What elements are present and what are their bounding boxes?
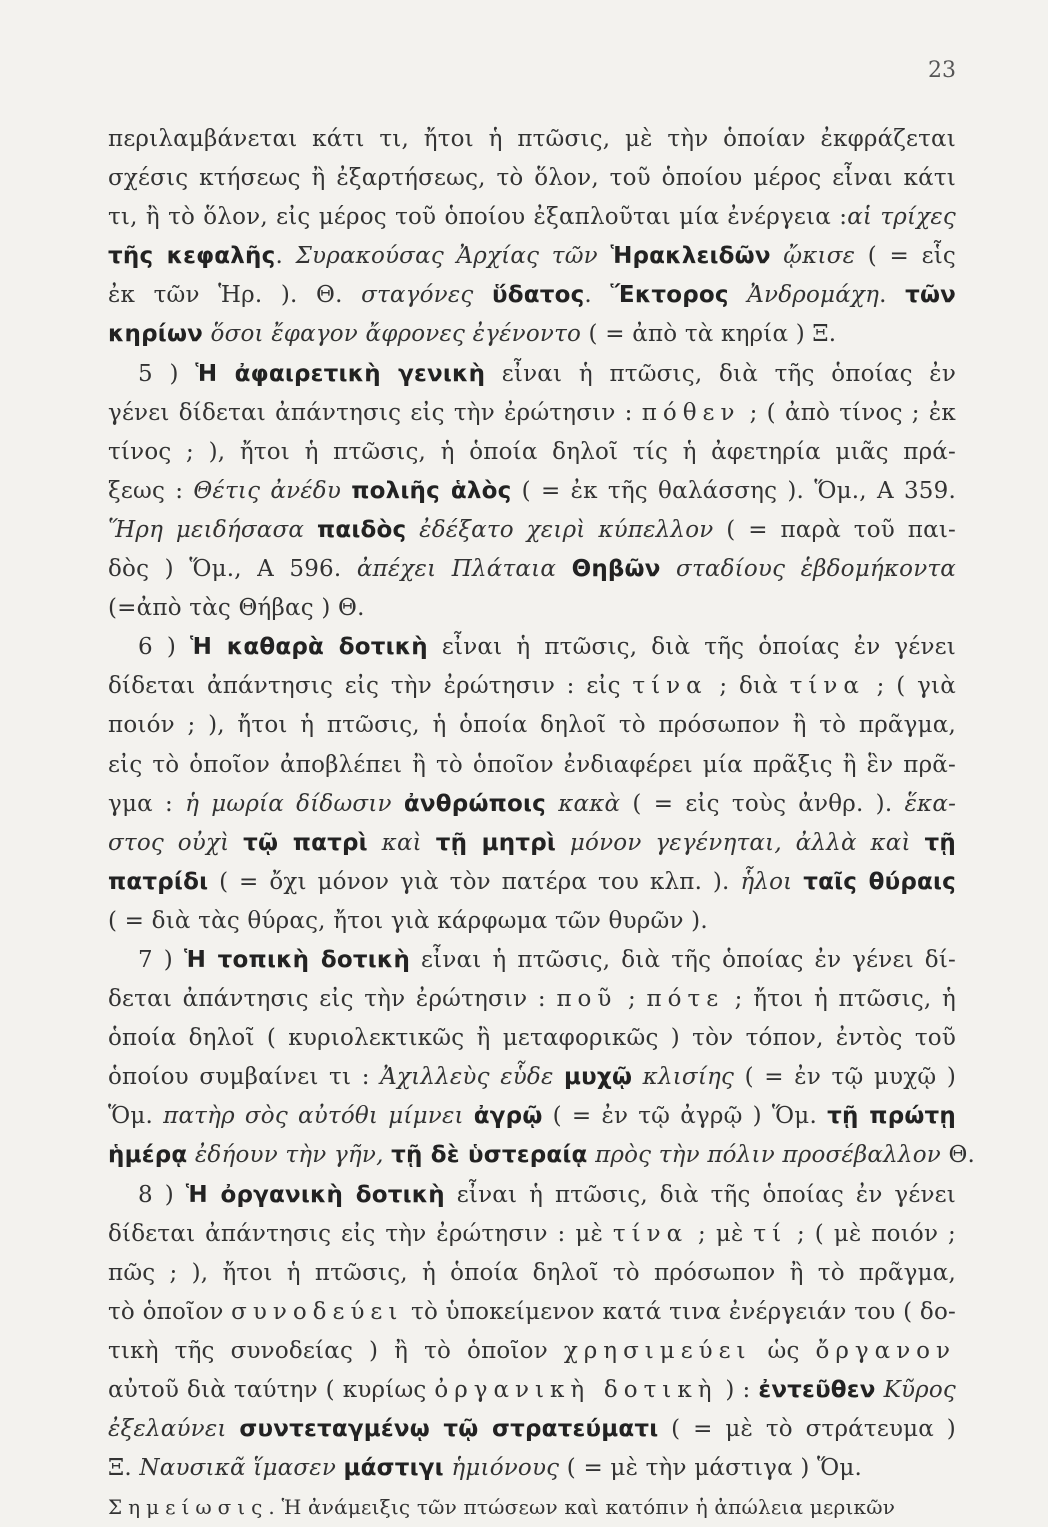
spaced-word: ὄργανον [815,1337,957,1364]
text-line [108,1019,956,1058]
text-line [108,1371,956,1410]
text-run [598,243,611,269]
bold-term: μάστιγι [343,1455,444,1482]
spaced-word: Σημείωσις [108,1495,269,1520]
text-line [108,667,956,706]
text-line [108,1176,956,1215]
text-line [108,511,956,550]
text-run: ( = ἐν τῷ ἀγρῷ ) Ὅμ. [542,1103,828,1130]
text-line [108,980,956,1019]
italic-example: Ἥρη μειδήσασα [108,516,305,543]
text-line [108,1332,956,1371]
text-run: δὸς ) Ὅμ., Α 596. [108,556,357,583]
text-run: σχέσις κτήσεως ἢ ἐξαρτήσεως, τὸ ὅλον, τοῦ ὁποίου μέρος εἶναι κάτι [108,165,956,192]
text-run [554,1064,565,1090]
bold-term: κηρίων [108,321,203,348]
text-run: δεται ἀπάντησις εἰς τὴν ἐρώτησιν : [108,986,557,1013]
bold-term: τῇ [924,829,956,856]
text-run: ( = ὄχι μόνον γιὰ τὸν πατέρα του κλπ. ). [208,868,741,895]
text-run: τὸ ὁποῖον [108,1298,232,1325]
text-line [108,1136,976,1175]
text-run: ; [617,986,647,1013]
bold-term: τῇ μητρὶ [435,829,557,856]
text-run: δίδεται ἀπάντησις εἰς τὴν ἐρώτησιν : εἰς [108,673,633,700]
text-run: Ὅμ. [108,1103,164,1130]
text-run: 8 ) [138,1181,186,1208]
text-run: . [584,282,611,309]
text-run: εἶναι ἡ πτῶσις, διὰ τῆς ὁποίας ἐν γένει [427,634,957,661]
bold-term: παιδὸς [316,516,407,543]
text-run [911,830,925,856]
text-run [341,478,351,504]
footnote-line [108,1488,956,1527]
text-run: ξεως : [108,477,194,504]
text-run: αὐτοῦ διὰ ταύτην ( κυρίως [108,1377,435,1403]
bold-term: Ἡ τοπικὴ δοτικὴ [183,946,411,973]
text-run: τίνος ; ), ἤτοι ἡ πτῶσις, ἡ ὁποία δηλοῖ τίς ἡ ἀφετηρία μιᾶς πρά- [108,438,956,465]
text-run: εἶναι ἡ πτῶσις, διὰ τῆς ὁποίας ἐν γένει δί- [410,946,957,973]
text-run: ( = παρὰ τοῦ παι- [713,516,957,543]
text-line [108,237,956,276]
text-run [336,1455,344,1481]
italic-example: ἐδήουν τὴν γῆν, [194,1142,384,1169]
italic-example: ἡ μωρία δίδωσιν [185,790,392,817]
text-run: ( = μὲ τὴν μάστιγα ) Ὅμ. [559,1455,863,1482]
text-run: εἶναι ἡ πτῶσις, διὰ τῆς ὁποίας ἐν [485,360,956,387]
text-run: ; ( γιὰ [864,673,956,700]
text-run [473,282,492,308]
text-run [368,830,382,856]
text-run: τι, ἢ τὸ ὅλον, εἰς μέρος τοῦ ὁποίου ἐξαπλοῦται μία ἐνέργεια : [108,204,848,231]
text-line [108,746,956,785]
spaced-word: τί [753,1220,788,1247]
italic-example: ἧλοι [740,868,793,895]
text-run: ; ( ἀπὸ τίνος ; ἐκ [740,399,956,426]
text-run: ) : [717,1377,759,1403]
text-line [108,1410,956,1449]
bold-term: ἐντεῦθεν [758,1377,876,1403]
text-line [108,1254,956,1293]
text-run [406,517,419,543]
spaced-word: τίνα [632,673,708,700]
text-line [108,1097,956,1136]
italic-example: ὅσοι ἔφαγον ἄφρονες ἐγένοντο [210,321,582,348]
spaced-word: πόθεν [641,399,741,426]
text-run: . Ἡ ἀνάμειξις τῶν πτώσεων καὶ κατόπιν ἡ ἀπώλεια μερικῶν [268,1495,896,1520]
text-run: πῶς ; ), ἤτοι ἡ πτῶσις, ἡ ὁποία δηλοῖ τὸ πρόσωπον ἢ τὸ πρᾶγμα, [108,1259,956,1286]
bold-term: τῷ πατρὶ [243,829,368,856]
bold-term: Ἡ ἀφαιρετικὴ γενικὴ [195,360,486,387]
spaced-word: χρησιμεύει [563,1337,752,1364]
body-text [108,120,976,1527]
text-run: δίδεται ἀπάντησις εἰς τὴν ἐρώτησιν : μὲ [108,1220,613,1247]
text-line [108,628,956,667]
text-line [108,315,956,354]
text-line [108,120,956,159]
text-run: ποιόν ; ), ἤτοι ἡ πτῶσις, ἡ ὁποία δηλοῖ τὸ πρόσωπον ἢ τὸ πρᾶγμα, [108,712,956,739]
spaced-word: συνοδεύει [231,1298,404,1325]
text-line [108,433,956,472]
italic-example: κακὰ [558,790,621,817]
text-run: 7 ) [138,946,184,973]
text-run: Ξ. [108,1455,140,1482]
spaced-word: πότε [646,986,725,1013]
italic-example: αἱ τρίχες [847,204,956,231]
bold-term: πολιῆς ἁλὸς [351,477,512,504]
italic-example: ἀπέχει Πλάταια [356,556,557,583]
text-line [108,1058,956,1097]
bold-term: ὕδατος [491,282,585,309]
bold-term: πατρίδι [108,868,209,895]
spaced-word: τίνα [789,673,865,700]
text-line [108,355,956,394]
bold-term: μυχῷ [564,1064,633,1091]
text-run [876,1377,884,1403]
text-line [108,394,956,433]
italic-example: σταγόνες [361,282,474,309]
italic-example: ἕκα- [904,790,957,817]
italic-example: ᾤκισε [783,243,856,270]
text-run: Θ. [940,1142,976,1169]
bold-term: Θηβῶν [571,556,661,583]
text-run: ὁποίου συμβαίνει τι : [108,1064,381,1091]
bold-term: ταῖς θύραις [803,868,956,895]
text-run: ὡς [751,1337,816,1364]
text-run [304,517,317,543]
bold-term: τῆς κεφαλῆς [108,243,276,270]
text-run: ( = εἰς τοὺς ἀνθρ. ). [620,790,905,817]
text-line [108,472,956,511]
bold-term: τῇ πρώτῃ [827,1103,956,1130]
italic-example: πατὴρ σὸς αὐτόθι μίμνει [163,1103,464,1130]
text-run: ( = διὰ τὰς θύρας, ἤτοι γιὰ κάρφωμα τῶν θυρῶν ). [108,907,708,934]
bold-term: τῶν [905,282,956,309]
text-run: . [879,282,906,309]
text-run: ( = μὲ τὸ στράτευμα ) [658,1416,956,1443]
text-run: (=ἀπὸ τὰς Θήβας ) Θ. [108,595,365,622]
text-line [108,1449,956,1488]
text-line [108,589,956,628]
text-run [392,791,404,817]
bold-term: Ἡ καθαρὰ δοτικὴ [190,634,428,661]
spaced-word: ποῦ [556,986,618,1013]
text-run: γμα : [108,790,186,817]
text-run [556,830,570,856]
text-line [108,706,956,745]
text-line [108,1215,956,1254]
text-run: 6 ) [138,634,191,661]
text-run: εἶναι ἡ πτῶσις, διὰ τῆς ὁποίας ἐν γένει [444,1181,957,1208]
text-run [546,791,558,817]
italic-example: ἐξελαύνει [108,1416,227,1443]
text-line [108,785,956,824]
text-run: γένει δίδεται ἀπάντησις εἰς τὴν ἐρώτησιν : [108,399,642,426]
text-run: εἰς τὸ ὁποῖον ἀποβλέπει ἢ τὸ ὁποῖον ἐνδιαφέρει μία πρᾶξις ἢ ἓν πρᾶ- [108,751,956,778]
page-number: 23 [928,58,956,83]
bold-term: τῇ δὲ ὑστεραίᾳ [391,1142,588,1169]
text-run [556,556,571,582]
text-run: ( = εἷς [855,243,957,270]
bold-term: Ἕκτορος [610,282,729,309]
text-run [588,1142,596,1168]
text-run: ; μὲ [688,1220,754,1247]
text-run [632,1064,643,1090]
spaced-word: ὀργανικὴ δοτικὴ [434,1377,718,1403]
italic-example: κλισίης [642,1064,735,1091]
italic-example: ἐδέξατο χειρὶ κύπελλον [419,516,714,543]
text-run: ( = ἐκ τῆς θαλάσσης ). Ὅμ., Α 359. [511,477,956,504]
text-line [108,198,956,237]
text-run [203,321,211,347]
text-run: ἐκ τῶν Ἡρ. ). Θ. [108,282,362,309]
text-run: τὸ ὑποκείμενον κατά τινα ἐνέργειάν του ( δο- [403,1298,956,1325]
italic-example: μόνον γεγένηται, ἀλλὰ καὶ [569,829,911,856]
text-run: ; ἤτοι ἡ πτῶσις, ἡ [724,986,956,1013]
text-run [187,1142,195,1168]
italic-example: Ἀνδρομάχη [747,282,880,309]
text-run [792,869,803,895]
text-line [108,276,956,315]
italic-example: πρὸς τὴν πόλιν προσέβαλλον [595,1142,941,1169]
text-run [422,830,436,856]
italic-example: στος οὐχὶ [108,829,230,856]
spaced-word: τίνα [612,1220,689,1247]
text-run: περιλαμβάνεται κάτι τι, ἤτοι ἡ πτῶσις, μὲ τὴν ὁποίαν ἐκφράζεται [108,126,956,152]
italic-example: σταδίους ἑβδομήκοντα [676,556,957,583]
bold-term: ἀνθρώποις [403,790,547,817]
bold-term: συντεταγμένῳ τῷ στρατεύματι [239,1416,659,1443]
text-run: . [275,243,296,270]
text-run [729,282,748,308]
text-run: ; ( μὲ ποιόν ; [787,1220,956,1247]
italic-example: καὶ [381,829,422,856]
text-run: 5 ) [138,360,196,387]
bold-term: ἡμέρᾳ [108,1142,188,1169]
text-run: ( = ἀπὸ τὰ κηρία ) Ξ. [581,321,837,348]
italic-example: Συρακούσας Ἀρχίας τῶν [295,243,598,270]
text-run [384,1142,392,1168]
text-run: ; διὰ [707,673,790,700]
text-line [108,902,956,941]
text-run [464,1103,474,1129]
text-run [229,830,243,856]
italic-example: Ναυσικᾶ ἵμασεν [139,1455,337,1482]
text-line [108,550,956,589]
italic-example: Θέτις ἀνέδυ [193,477,342,504]
bold-term: Ἡ ὀργανικὴ δοτικὴ [185,1181,445,1208]
text-run [227,1416,240,1442]
text-line [108,824,956,863]
text-run: ὁποία δηλοῖ ( κυριολεκτικῶς ἢ μεταφορικῶς ) τὸν τόπον, ἐντὸς τοῦ [108,1025,956,1052]
italic-example: ἡμιόνους [451,1455,560,1482]
bold-term: ἀγρῷ [473,1103,543,1130]
text-run: τικὴ τῆς συνοδείας ) ἢ τὸ ὁποῖον [108,1337,564,1364]
text-line [108,863,956,902]
bold-term: Ἡρακλειδῶν [610,243,771,270]
text-line [108,159,956,198]
text-line [108,941,956,980]
text-run: ( = ἐν τῷ μυχῷ ) [734,1064,957,1091]
text-run [661,556,676,582]
italic-example: Κῦρος [883,1377,956,1403]
italic-example: Ἀχιλλεὺς εὗδε [380,1064,554,1091]
text-run [771,243,784,269]
text-line [108,1293,956,1332]
